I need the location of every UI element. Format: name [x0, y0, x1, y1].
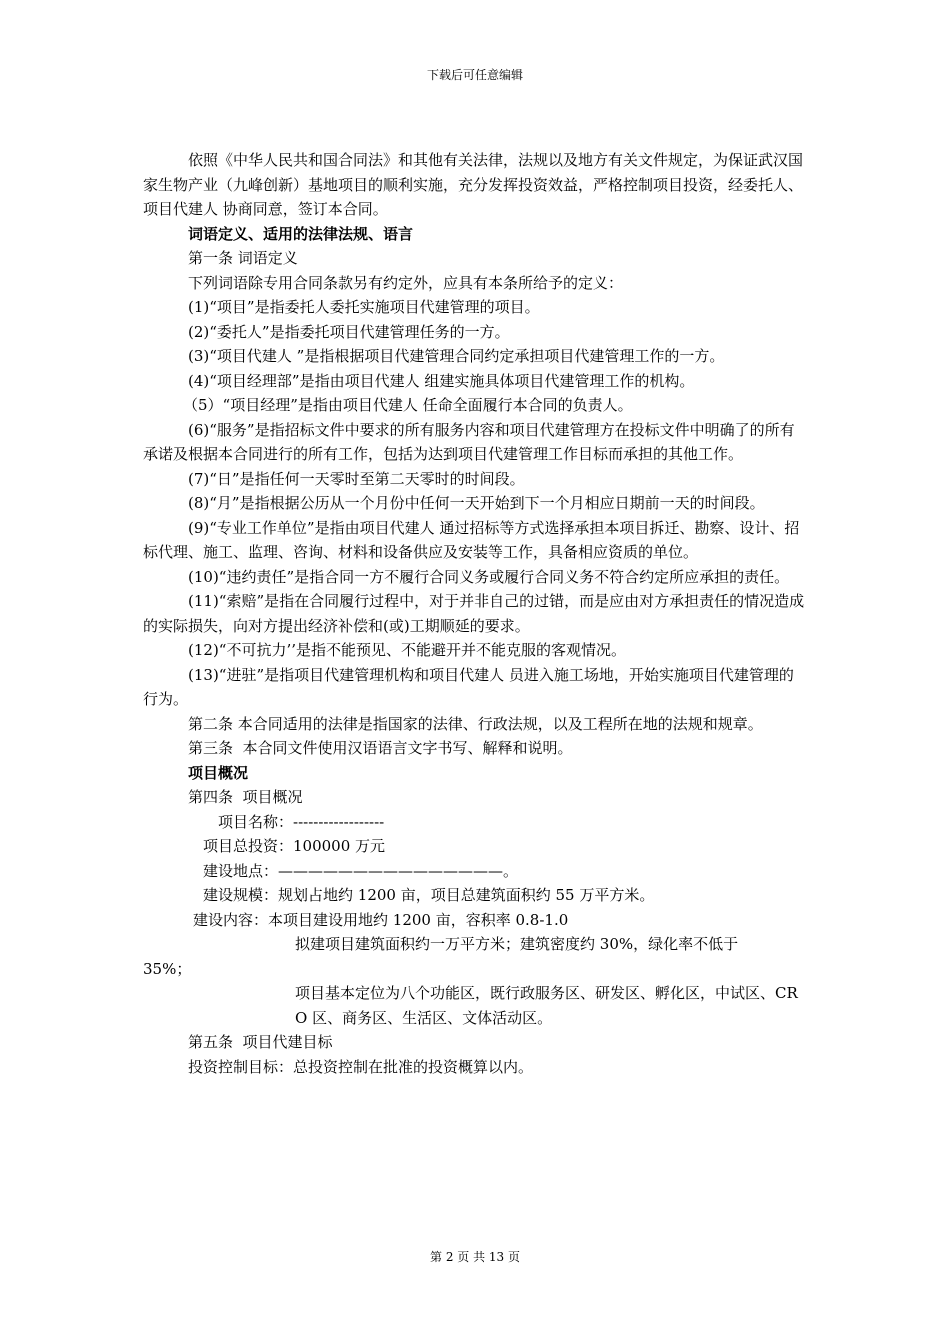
page-footer: 第 2 页 共 13 页: [430, 1250, 520, 1264]
section-heading-overview: 项目概况: [188, 763, 249, 782]
page-header: 下载后可任意编辑: [426, 68, 523, 82]
project-positioning: 项目基本定位为八个功能区，既行政服务区、研发区、孵化区，中试区、CRO 区、商务区、生活区、文体活动区。: [295, 984, 798, 1027]
investment-control-target: 投资控制目标：总投资控制在批准的投资概算以内。: [188, 1057, 534, 1076]
definition-item: (2)“委托人”是指委托项目代建管理任务的一方。: [188, 322, 510, 341]
article-5-title: 第五条 项目代建目标: [188, 1033, 333, 1051]
project-scale: 建设规模：规划占地约 1200 亩，项目总建筑面积约 55 万平方米。: [203, 886, 655, 904]
definition-item: (12)“不可抗力’’是指不能预见、不能避开并不能克服的客观情况。: [188, 641, 626, 659]
project-content: 建设内容：本项目建设用地约 1200 亩，容积率 0.8-1.0: [193, 910, 569, 929]
definition-item: （5）“项目经理”是指由项目代建人 任命全面履行本合同的负责人。: [183, 396, 633, 414]
project-location: 建设地点：———————————————。: [203, 861, 519, 880]
definition-item: (4)“项目经理部”是指由项目代建人 组建实施具体项目代建管理工作的机构。: [188, 371, 695, 390]
article-2: 第二条 本合同适用的法律是指国家的法律、行政法规，以及工程所在地的法规和规章。: [188, 714, 763, 733]
article-4-title: 第四条 项目概况: [188, 788, 303, 806]
section-heading-definitions: 词语定义、适用的法律法规、语言: [188, 224, 414, 243]
definition-item: (13)“进驻”是指项目代建管理机构和项目代建人 员进入施工场地，开始实施项目代建管理的行为。: [143, 665, 794, 708]
definition-item: (11)“索赔”是指在合同履行过程中，对于并非自己的过错，而是应由对方承担责任的情况造成的实际损失，向对方提出经济补偿和(或)工期顺延的要求。: [143, 592, 805, 635]
project-content-detail-cont: 35%；: [143, 959, 192, 978]
document-body: [143, 148, 807, 1079]
preamble-paragraph: 依照《中华人民共和国合同法》和其他有关法律，法规以及地方有关文件规定，为保证武汉国家生物产业（九峰创新）基地项目的顺利实施，充分发挥投资效益，严格控制项目投资，经委托人、项目代建人 协商同意，签订本合同。: [143, 151, 804, 218]
article-1-title: 第一条 词语定义: [188, 249, 298, 267]
project-content-detail: 拟建项目建筑面积约一万平方米；建筑密度约 30%，绿化率不低于: [295, 935, 739, 953]
project-total-investment: 项目总投资：100000 万元: [203, 837, 386, 855]
definition-item: (10)“违约责任”是指合同一方不履行合同义务或履行合同义务不符合约定所应承担的责任。: [188, 567, 790, 586]
definition-item: (1)“项目”是指委托人委托实施项目代建管理的项目。: [188, 298, 540, 316]
definition-item: (6)“服务”是指招标文件中要求的所有服务内容和项目代建管理方在投标文件中明确了的所有承诺及根据本合同进行的所有工作，包括为达到项目代建管理工作目标而承担的其他工作。: [143, 420, 795, 463]
project-name: 项目名称：------------------: [218, 812, 385, 831]
definitions-intro: 下列词语除专用合同条款另有约定外，应具有本条所给予的定义：: [188, 273, 624, 292]
definition-item: (3)“项目代建人 ”是指根据项目代建管理合同约定承担项目代建管理工作的一方。: [188, 347, 725, 365]
definition-item: (7)“日”是指任何一天零时至第二天零时的时间段。: [188, 469, 525, 488]
article-3: 第三条 本合同文件使用汉语语言文字书写、解释和说明。: [188, 739, 573, 757]
definition-item: (8)“月”是指根据公历从一个月份中任何一天开始到下一个月相应日期前一天的时间段。: [188, 494, 765, 512]
definition-item: (9)“专业工作单位”是指由项目代建人 通过招标等方式选择承担本项目拆迁、勘察、设计、招标代理、施工、监理、咨询、材料和设备供应及安装等工作，具备相应资质的单位。: [143, 518, 800, 561]
